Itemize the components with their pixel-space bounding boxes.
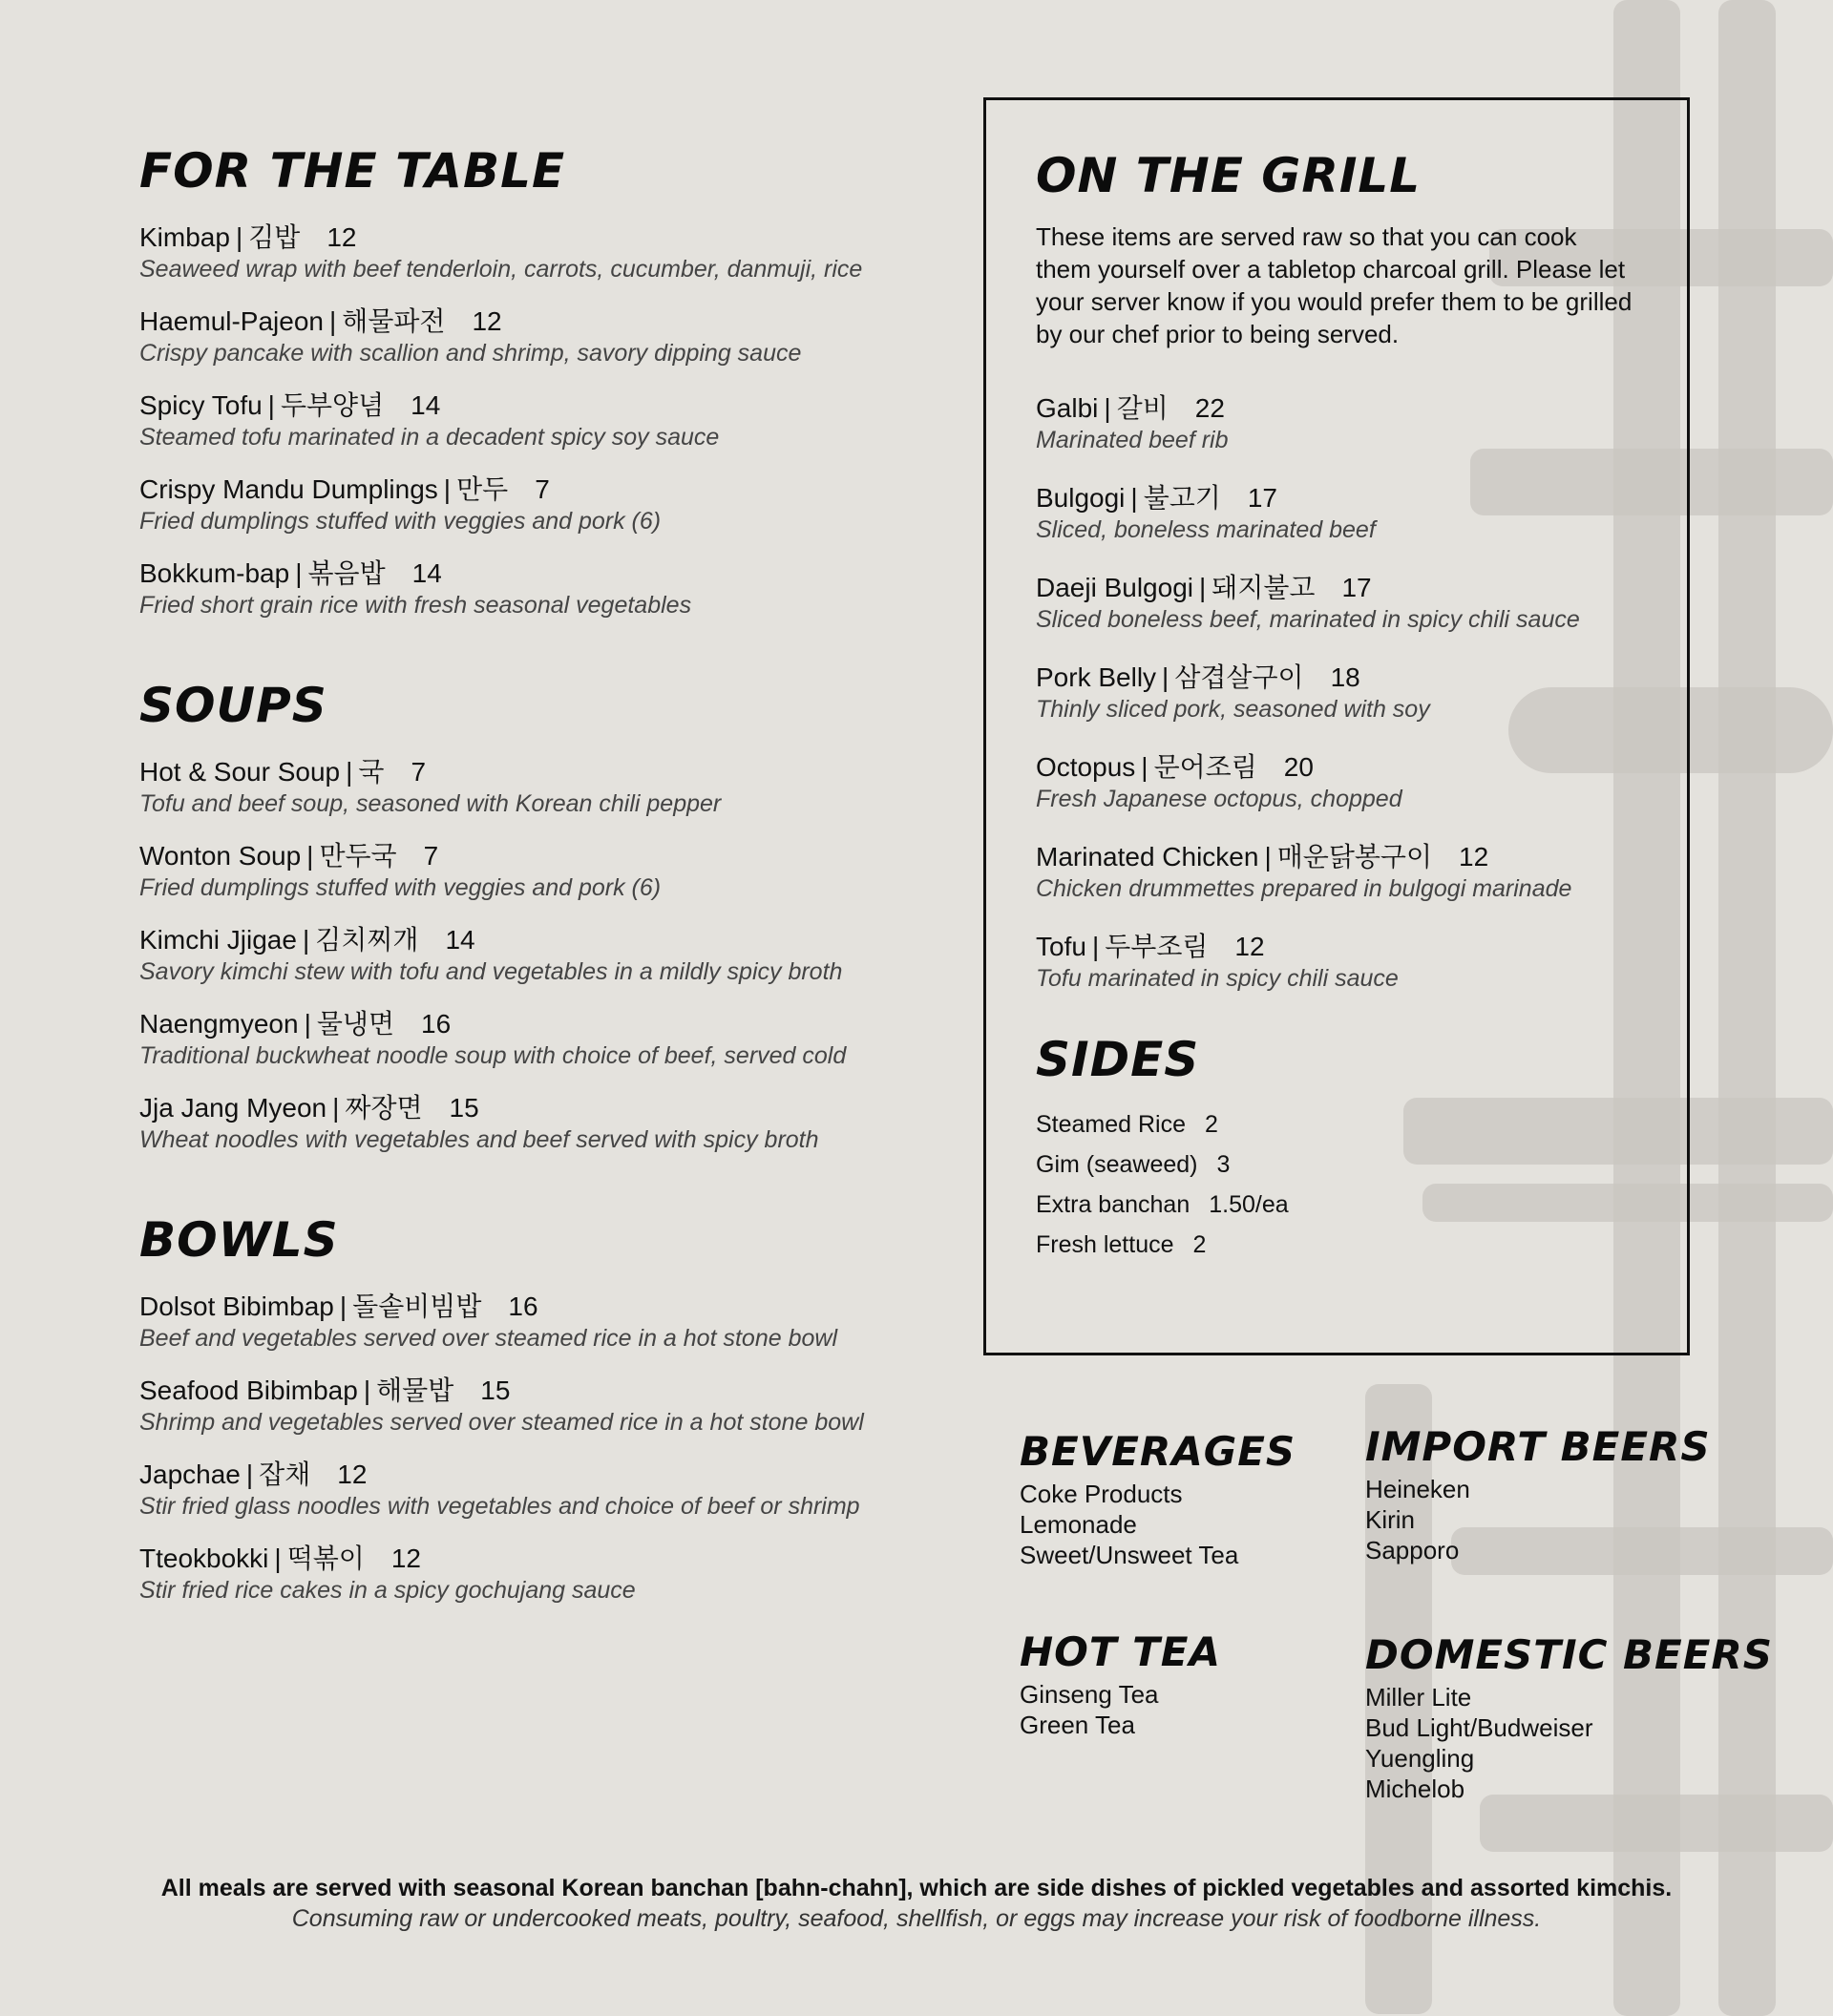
- item-description: Steamed tofu marinated in a decadent spicy soy sauce: [139, 424, 720, 451]
- item-description: Fried dumplings stuffed with veggies and pork (6): [139, 508, 662, 535]
- menu-item: Bulgogi | 불고기 17 Sliced, boneless marinated beef: [1036, 482, 1637, 545]
- menu-item: Daeji Bulgogi | 돼지불고 17 Sliced boneless beef, marinated in spicy chili sauce: [1036, 572, 1637, 635]
- item-name: Tofu: [1036, 932, 1086, 961]
- item-price: 17: [1341, 573, 1372, 602]
- item-description: Tofu and beef soup, seasoned with Korean chili pepper: [139, 790, 722, 817]
- side-price: 3: [1216, 1151, 1231, 1178]
- item-price: 14: [445, 925, 475, 955]
- drink-item: Coke Products: [1020, 1480, 1183, 1508]
- item-price: 16: [421, 1009, 452, 1039]
- item-description: Savory kimchi stew with tofu and vegetables in a mildly spicy broth: [139, 958, 843, 985]
- item-description: Wheat noodles with vegetables and beef served with spicy broth: [139, 1126, 819, 1153]
- side-price: 1.50/ea: [1209, 1191, 1289, 1218]
- item-korean: 해물파전: [342, 306, 446, 336]
- section-heading: DOMESTIC BEERS: [1365, 1631, 1774, 1678]
- item-name: Octopus: [1036, 752, 1136, 782]
- item-name: Hot & Sour Soup: [139, 757, 341, 787]
- item-description: Traditional buckwheat noodle soup with choice of beef, served cold: [139, 1042, 847, 1069]
- import-beers-section: [1365, 1423, 1711, 1565]
- on-the-grill-box: [983, 97, 1690, 1355]
- item-price: 14: [411, 390, 441, 420]
- item-name: Seafood Bibimbap: [139, 1376, 358, 1405]
- item-korean: 두부양념: [280, 390, 385, 420]
- menu-item: Seafood Bibimbap | 해물밥 15 Shrimp and vegetables served over steamed rice in a hot stone bowl: [139, 1375, 951, 1438]
- side-item: [1036, 1225, 1637, 1265]
- item-korean: 잡채: [259, 1460, 311, 1489]
- beverages-section: [1020, 1428, 1296, 1570]
- item-price: 16: [508, 1292, 538, 1321]
- item-name: Marinated Chicken: [1036, 842, 1259, 872]
- item-korean: 국: [358, 757, 385, 787]
- item-korean: 돌솥비빔밥: [352, 1292, 482, 1321]
- item-price: 12: [1234, 932, 1265, 961]
- item-description: Beef and vegetables served over steamed rice in a hot stone bowl: [139, 1325, 837, 1352]
- domestic-beers-section: [1365, 1631, 1774, 1804]
- item-description: Fried dumplings stuffed with veggies and pork (6): [139, 874, 662, 901]
- item-korean: 두부조림: [1105, 932, 1209, 961]
- side-price: 2: [1205, 1111, 1218, 1138]
- side-name: Fresh lettuce: [1036, 1231, 1174, 1258]
- item-price: 22: [1194, 393, 1225, 423]
- item-price: 15: [480, 1376, 511, 1405]
- item-price: 7: [535, 474, 550, 504]
- drink-item: Heineken: [1365, 1475, 1470, 1503]
- menu-item: Octopus | 문어조림 20 Fresh Japanese octopus, chopped: [1036, 751, 1637, 814]
- item-price: 12: [472, 306, 502, 336]
- item-korean: 매운닭봉구이: [1276, 842, 1433, 872]
- drink-item: Yuengling: [1365, 1744, 1475, 1773]
- item-name: Crispy Mandu Dumplings: [139, 474, 438, 504]
- item-korean: 갈비: [1116, 393, 1169, 423]
- item-name: Tteokbokki: [139, 1544, 269, 1573]
- menu-item: Kimchi Jjigae | 김치찌개 14 Savory kimchi stew with tofu and vegetables in a mildly spicy broth: [139, 924, 951, 987]
- item-price: 12: [327, 222, 357, 252]
- menu-item: Haemul-Pajeon | 해물파전 12 Crispy pancake with scallion and shrimp, savory dipping sauce: [139, 305, 951, 368]
- item-price: 12: [390, 1544, 421, 1573]
- item-name: Pork Belly: [1036, 662, 1157, 692]
- item-name: Bokkum-bap: [139, 558, 290, 588]
- item-korean: 김밥: [248, 222, 301, 252]
- side-item: [1036, 1144, 1637, 1185]
- section-heading: HOT TEA: [1020, 1628, 1221, 1675]
- menu-item: Tofu | 두부조림 12 Tofu marinated in spicy chili sauce: [1036, 931, 1637, 994]
- item-description: Stir fried rice cakes in a spicy gochujang sauce: [139, 1577, 636, 1604]
- section-heading: SIDES: [1036, 1032, 1200, 1087]
- side-price: 2: [1192, 1231, 1207, 1258]
- item-description: Crispy pancake with scallion and shrimp, savory dipping sauce: [139, 340, 802, 367]
- item-description: Seaweed wrap with beef tenderloin, carrots, cucumber, danmuji, rice: [139, 256, 863, 283]
- item-name: Galbi: [1036, 393, 1099, 423]
- drink-item: Ginseng Tea: [1020, 1680, 1159, 1709]
- item-korean: 해물밥: [376, 1376, 454, 1405]
- menu-item: Jja Jang Myeon | 짜장면 15 Wheat noodles with vegetables and beef served with spicy broth: [139, 1092, 951, 1155]
- drink-item: Lemonade: [1020, 1510, 1137, 1539]
- item-korean: 문어조림: [1153, 752, 1257, 782]
- item-price: 7: [411, 757, 427, 787]
- bowls-section: [139, 1212, 951, 1606]
- menu-item: Wonton Soup | 만두국 7 Fried dumplings stuffed with veggies and pork (6): [139, 840, 951, 903]
- item-description: Marinated beef rib: [1036, 427, 1229, 453]
- item-name: Jja Jang Myeon: [139, 1093, 327, 1123]
- item-name: Wonton Soup: [139, 841, 302, 871]
- item-name: Haemul-Pajeon: [139, 306, 324, 336]
- section-heading: SOUPS: [139, 678, 327, 733]
- item-price: 12: [337, 1460, 368, 1489]
- item-korean: 볶음밥: [307, 558, 386, 588]
- drink-item: Sweet/Unsweet Tea: [1020, 1541, 1239, 1569]
- drink-item: Michelob: [1365, 1774, 1465, 1803]
- menu-item: Japchae | 잡채 12 Stir fried glass noodles with vegetables and choice of beef or shrimp: [139, 1459, 951, 1522]
- item-name: Naengmyeon: [139, 1009, 299, 1039]
- menu-item: Pork Belly | 삼겹살구이 18 Thinly sliced pork, seasoned with soy: [1036, 662, 1637, 724]
- item-price: 15: [449, 1093, 479, 1123]
- menu-item: Spicy Tofu | 두부양념 14 Steamed tofu marinated in a decadent spicy soy sauce: [139, 389, 951, 452]
- item-name: Daeji Bulgogi: [1036, 573, 1193, 602]
- item-name: Spicy Tofu: [139, 390, 263, 420]
- item-name: Kimbap: [139, 222, 230, 252]
- item-price: 7: [423, 841, 439, 871]
- item-price: 18: [1330, 662, 1360, 692]
- soups-section: [139, 678, 951, 1155]
- menu-item: Tteokbokki | 떡볶이 12 Stir fried rice cakes in a spicy gochujang sauce: [139, 1543, 951, 1606]
- item-name: Dolsot Bibimbap: [139, 1292, 334, 1321]
- drink-item: Sapporo: [1365, 1536, 1460, 1564]
- item-description: Fresh Japanese octopus, chopped: [1036, 786, 1402, 812]
- drink-item: Green Tea: [1020, 1711, 1135, 1739]
- side-name: Steamed Rice: [1036, 1111, 1187, 1138]
- item-price: 20: [1283, 752, 1314, 782]
- menu-item: Crispy Mandu Dumplings | 만두 7 Fried dumplings stuffed with veggies and pork (6): [139, 473, 951, 536]
- hot-tea-section: [1020, 1628, 1221, 1740]
- item-korean: 돼지불고: [1211, 573, 1316, 602]
- section-heading: ON THE GRILL: [1036, 148, 1422, 203]
- drink-item: Bud Light/Budweiser: [1365, 1713, 1593, 1742]
- for-the-table-section: [139, 143, 951, 620]
- section-heading: IMPORT BEERS: [1365, 1423, 1711, 1470]
- item-name: Bulgogi: [1036, 483, 1126, 513]
- item-korean: 짜장면: [345, 1093, 423, 1123]
- section-heading: BOWLS: [139, 1212, 339, 1268]
- menu-item: Hot & Sour Soup | 국 7 Tofu and beef soup, seasoned with Korean chili pepper: [139, 756, 951, 819]
- menu-item: Bokkum-bap | 볶음밥 14 Fried short grain rice with fresh seasonal vegetables: [139, 557, 951, 620]
- section-heading: FOR THE TABLE: [139, 143, 566, 199]
- section-heading: BEVERAGES: [1020, 1428, 1296, 1475]
- menu-item: Dolsot Bibimbap | 돌솥비빔밥 16 Beef and vegetables served over steamed rice in a hot stone bowl: [139, 1291, 951, 1354]
- item-description: Fried short grain rice with fresh seasonal vegetables: [139, 592, 692, 619]
- item-description: Chicken drummettes prepared in bulgogi marinade: [1036, 875, 1572, 902]
- item-korean: 만두국: [319, 841, 397, 871]
- item-description: Sliced boneless beef, marinated in spicy chili sauce: [1036, 606, 1580, 633]
- menu-item: Galbi | 갈비 22 Marinated beef rib: [1036, 392, 1637, 455]
- item-price: 12: [1459, 842, 1489, 872]
- item-korean: 물냉면: [316, 1009, 394, 1039]
- footer: [0, 1873, 1833, 1934]
- banchan-note: All meals are served with seasonal Korean banchan [bahn-chahn], which are side dishes of pickled vegetables and assorted kimchis.: [160, 1875, 1673, 1901]
- drink-item: Miller Lite: [1365, 1683, 1472, 1712]
- menu-item: Marinated Chicken | 매운닭봉구이 12 Chicken drummettes prepared in bulgogi marinade: [1036, 841, 1637, 904]
- item-korean: 불고기: [1143, 483, 1221, 513]
- grill-intro-text: These items are served raw so that you can cook them yourself over a tabletop charcoal grill. Please let your server know if you would prefer them to be grilled by our chef prior to being served.: [1036, 222, 1633, 348]
- menu-item: Kimbap | 김밥 12 Seaweed wrap with beef tenderloin, carrots, cucumber, danmuji, rice: [139, 221, 951, 284]
- item-description: Thinly sliced pork, seasoned with soy: [1036, 696, 1430, 723]
- item-korean: 삼겹살구이: [1174, 662, 1304, 692]
- food-safety-warning: Consuming raw or undercooked meats, poultry, seafood, shellfish, or eggs may increase your risk of foodborne illness.: [291, 1905, 1542, 1932]
- item-korean: 떡볶이: [286, 1544, 365, 1573]
- item-name: Kimchi Jjigae: [139, 925, 297, 955]
- item-korean: 김치찌개: [315, 925, 419, 955]
- item-description: Tofu marinated in spicy chili sauce: [1036, 965, 1399, 992]
- item-price: 17: [1247, 483, 1277, 513]
- item-description: Sliced, boneless marinated beef: [1036, 516, 1376, 543]
- side-item: [1036, 1104, 1637, 1144]
- menu-item: Naengmyeon | 물냉면 16 Traditional buckwheat noodle soup with choice of beef, served cold: [139, 1008, 951, 1071]
- item-description: Shrimp and vegetables served over steamed rice in a hot stone bowl: [139, 1409, 864, 1436]
- drink-item: Kirin: [1365, 1505, 1416, 1534]
- item-name: Japchae: [139, 1460, 241, 1489]
- side-name: Gim (seaweed): [1036, 1151, 1198, 1178]
- left-column: [139, 143, 951, 1663]
- item-price: 14: [411, 558, 442, 588]
- side-name: Extra banchan: [1036, 1191, 1190, 1218]
- item-description: Stir fried glass noodles with vegetables and choice of beef or shrimp: [139, 1493, 860, 1520]
- side-item: [1036, 1185, 1637, 1225]
- item-korean: 만두: [456, 474, 509, 504]
